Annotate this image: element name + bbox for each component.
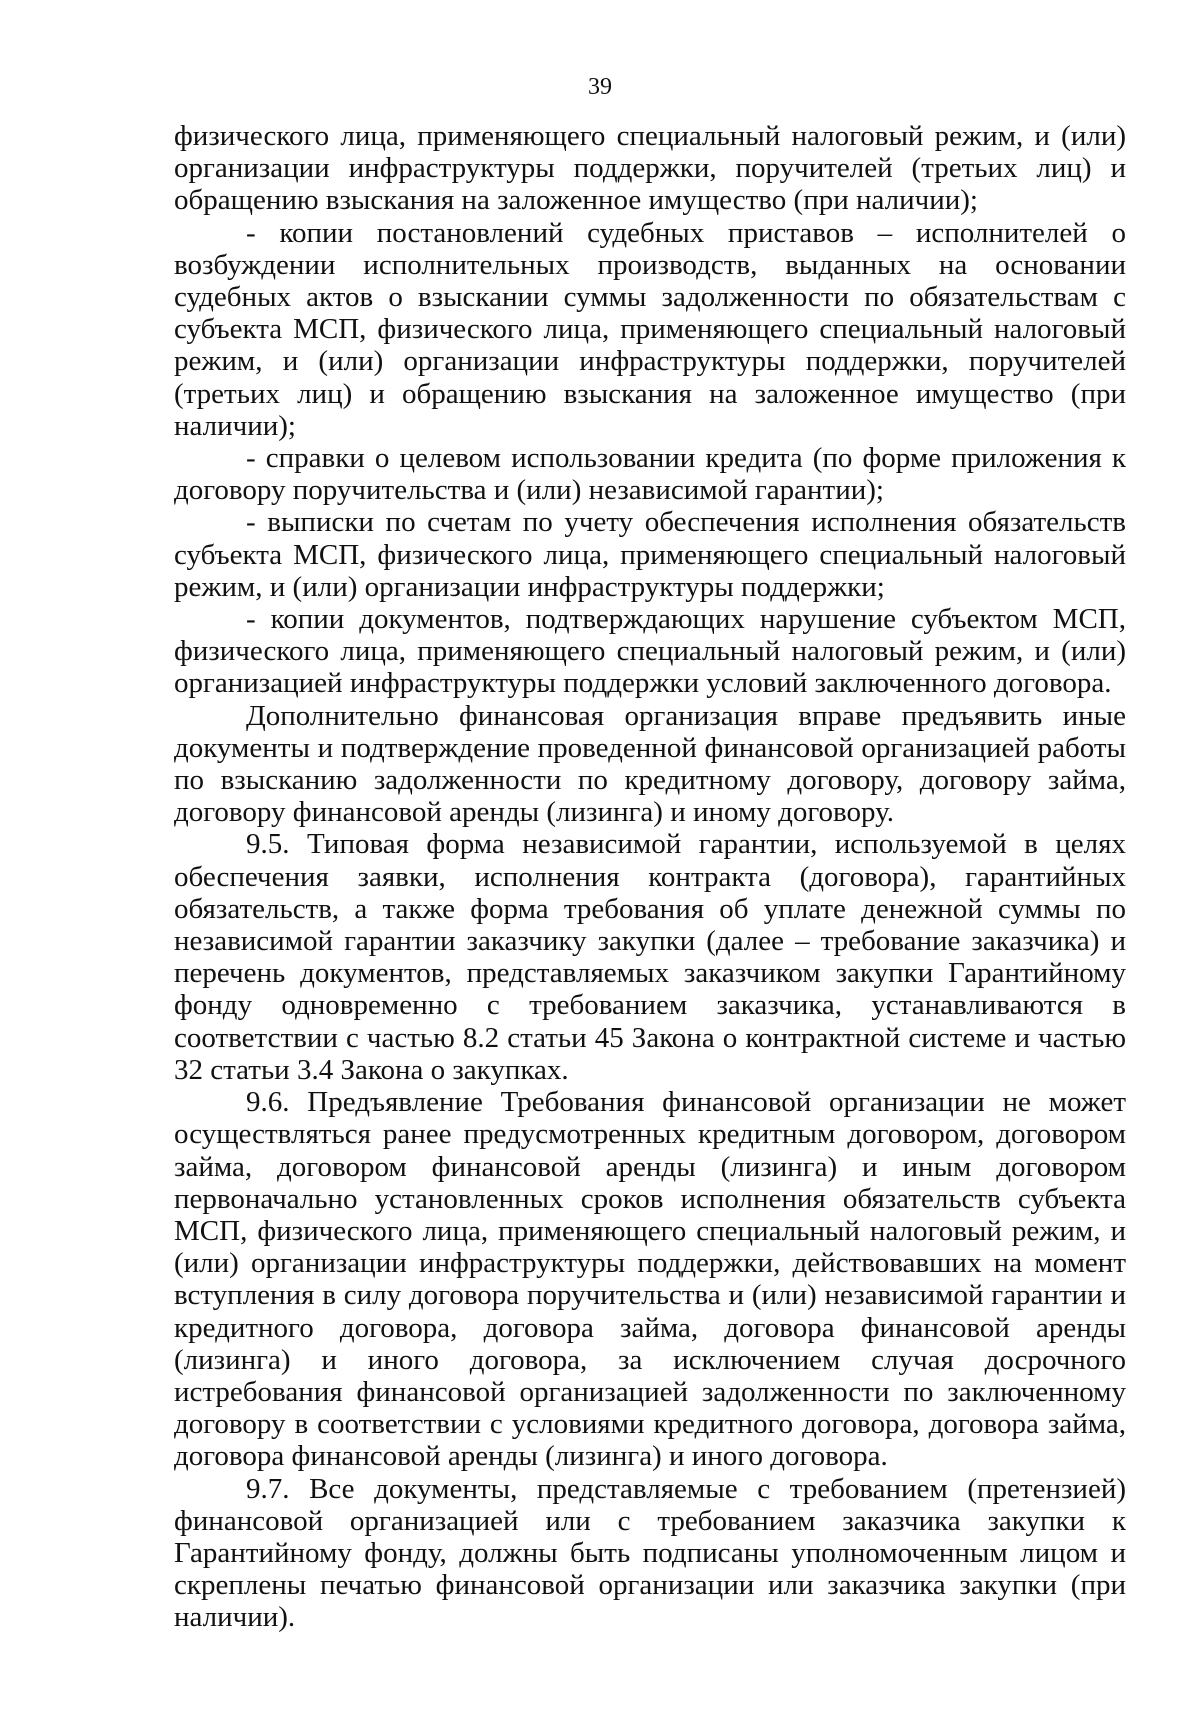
- paragraph: - копии документов, подтверждающих нарушение субъектом МСП, физического лица, применяющего специальный налоговый режим, и (или) организацией инфраструктуры поддержки условий заключенного договора.: [174, 603, 1126, 700]
- paragraph: 9.6. Предъявление Требования финансовой организации не может осуществляться ранее предусмотренных кредитным договором, договором займа, договором финансовой аренды (лизинга) и иным договором первоначально установленных сроков исполнения обязательств субъекта МСП, физического лица, применяющего специальный налоговый режим, и (или) организации инфраструктуры поддержки, действовавших на момент вступления в силу договора поручительства и (или) независимой гарантии и кредитного договора, договора займа, договора финансовой аренды (лизинга) и иного договора, за исключением случая досрочного истребования финансовой организацией задолженности по заключенному договору в соответствии с условиями кредитного договора, договора займа, договора финансовой аренды (лизинга) и иного договора.: [174, 1086, 1126, 1473]
- paragraph: 9.7. Все документы, представляемые с требованием (претензией) финансовой организацией или с требованием заказчика закупки к Гарантийному фонду, должны быть подписаны уполномоченным лицом и скреплены печатью финансовой организации или заказчика закупки (при наличии).: [174, 1472, 1126, 1634]
- paragraph: Дополнительно финансовая организация вправе предъявить иные документы и подтверждение проведенной финансовой организацией работы по взысканию задолженности по кредитному договору, договору займа, договору финансовой аренды (лизинга) и иному договору.: [174, 699, 1126, 829]
- document-body: [174, 120, 1126, 1634]
- paragraph: - выписки по счетам по учету обеспечения исполнения обязательств субъекта МСП, физического лица, применяющего специальный налоговый режим, и (или) организации инфраструктуры поддержки;: [174, 506, 1126, 603]
- paragraph: - справки о целевом использовании кредита (по форме приложения к договору поручительства и (или) независимой гарантии);: [174, 442, 1126, 507]
- paragraph: 9.5. Типовая форма независимой гарантии, используемой в целях обеспечения заявки, исполнения контракта (договора), гарантийных обязательств, а также форма требования об уплате денежной суммы по независимой гарантии заказчику закупки (далее – требование заказчика) и перечень документов, представляемых заказчиком закупки Гарантийному фонду одновременно с требованием заказчика, устанавливаются в соответствии с частью 8.2 статьи 45 Закона о контрактной системе и частью 32 статьи 3.4 Закона о закупках.: [174, 828, 1126, 1086]
- paragraph: физического лица, применяющего специальный налоговый режим, и (или) организации инфраструктуры поддержки, поручителей (третьих лиц) и обращению взыскания на заложенное имущество (при наличии);: [174, 120, 1126, 217]
- paragraph: - копии постановлений судебных приставов – исполнителей о возбуждении исполнительных производств, выданных на основании судебных актов о взыскании суммы задолженности по обязательствам с субъекта МСП, физического лица, применяющего специальный налоговый режим, и (или) организации инфраструктуры поддержки, поручителей (третьих лиц) и обращению взыскания на заложенное имущество (при наличии);: [174, 216, 1126, 442]
- page-number: 39: [588, 74, 612, 100]
